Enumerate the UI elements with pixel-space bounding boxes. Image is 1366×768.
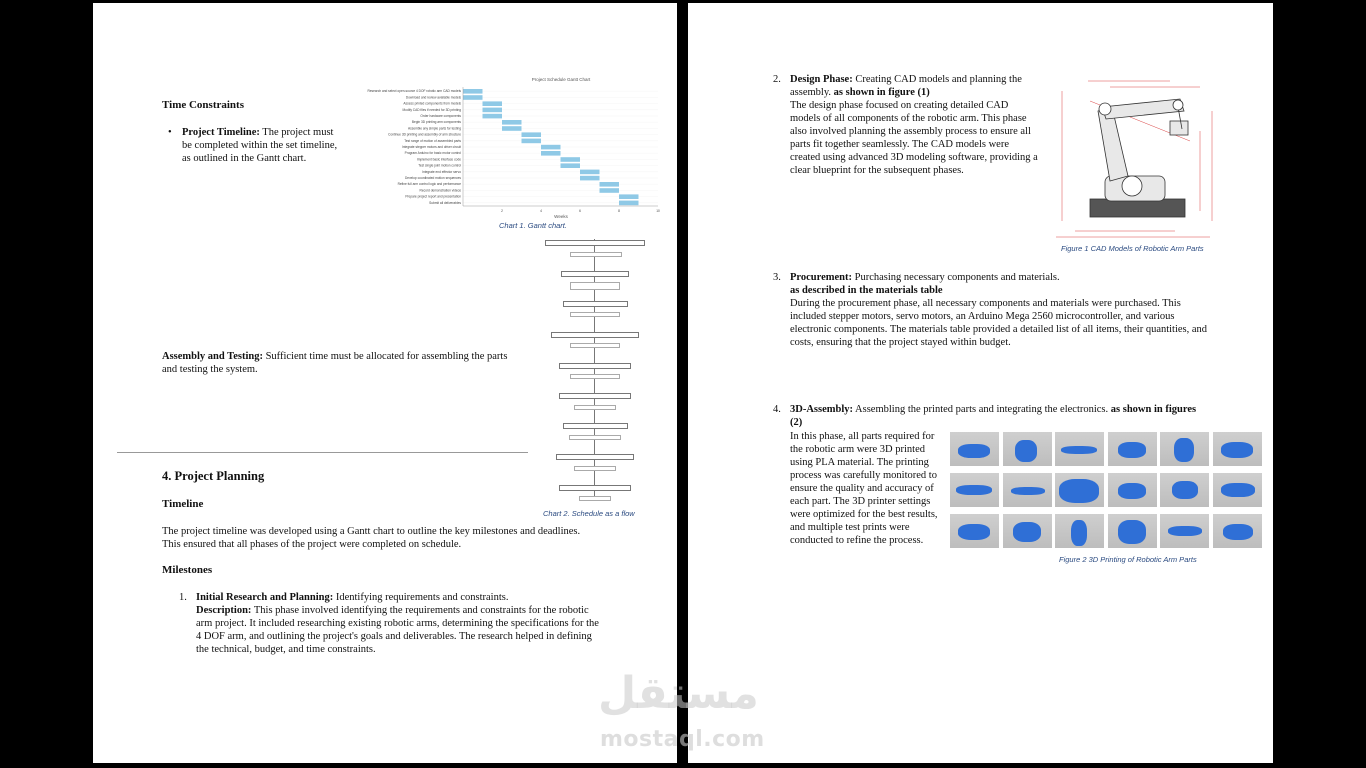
printed-part	[1118, 520, 1146, 544]
print-thumbnail	[1108, 514, 1157, 548]
print-thumbnail	[1108, 473, 1157, 507]
milestone-item-4	[773, 403, 1210, 429]
milestone-item-2	[773, 73, 1040, 177]
printed-part	[1013, 522, 1041, 542]
milestone-text: Assembling the printed parts and integrating the electronics.	[853, 404, 1111, 415]
print-thumbnail	[1055, 473, 1104, 507]
flow-caption: Chart 2. Schedule as a flow	[543, 509, 635, 518]
print-thumbnail	[1108, 432, 1157, 466]
flow-step	[551, 332, 639, 338]
project-timeline-label: Project Timeline:	[182, 127, 260, 138]
bullet-icon: •	[168, 127, 172, 138]
gantt-task-label: Integrate stepper motors and driver circuit	[402, 145, 461, 149]
flow-step	[561, 271, 629, 277]
flow-step	[559, 485, 631, 491]
gantt-tick-label: 10	[656, 209, 660, 213]
milestones-heading: Milestones	[162, 564, 213, 576]
flow-step	[559, 363, 631, 369]
gantt-task-label: Assemble any simple parts for testing	[408, 126, 461, 131]
milestone-label: Design Phase:	[790, 74, 853, 85]
gantt-bar	[561, 157, 581, 162]
gantt-task-label: Program Arduino for basic motor control	[404, 151, 461, 156]
print-thumbnail	[950, 473, 999, 507]
printed-part	[1174, 438, 1194, 462]
schedule-flow-chart	[533, 235, 653, 505]
print-thumbnail	[1160, 514, 1209, 548]
gantt-bar	[522, 132, 542, 137]
gantt-bar	[600, 188, 620, 193]
document-page-left	[93, 3, 677, 763]
milestone-number: 4.	[773, 404, 781, 415]
milestone-text: Creating CAD models and planning the assembly.	[790, 74, 1022, 98]
flow-substep	[570, 374, 620, 379]
flow-step	[556, 454, 634, 460]
materials-reference: as described in the materials table	[790, 285, 943, 296]
gantt-bar	[483, 108, 503, 113]
print-thumbnail	[1003, 473, 1052, 507]
gantt-task-label: Refine full arm control logic and performance	[397, 182, 461, 187]
milestone-label: 3D-Assembly:	[790, 404, 853, 415]
gantt-task-label: Implement basic interface code	[416, 157, 461, 162]
flow-connector	[594, 239, 595, 499]
gantt-task-label: Continue 3D printing and assembly of arm structure	[388, 132, 461, 137]
flow-step	[559, 393, 631, 399]
printed-part	[956, 485, 992, 495]
gantt-bar	[483, 101, 503, 106]
flow-substep	[570, 252, 622, 257]
gantt-bar	[600, 182, 620, 187]
print-thumbnail	[1055, 514, 1104, 548]
gantt-task-label: Begin 3D printing arm components	[411, 120, 461, 125]
print-thumbnail	[1213, 432, 1262, 466]
print-thumbnail	[1003, 514, 1052, 548]
flow-step	[563, 301, 628, 307]
timeline-heading: Timeline	[162, 498, 204, 510]
printed-part	[1223, 524, 1253, 540]
gantt-task-label: Research and select open-source 4 DOF robotic arm CAD models	[367, 89, 461, 94]
document-page-right	[688, 3, 1273, 763]
gantt-bar	[463, 95, 483, 100]
milestone-item-3	[773, 271, 1210, 349]
milestone-label: Procurement:	[790, 272, 853, 283]
gantt-bar	[463, 89, 483, 94]
flow-substep	[570, 343, 620, 348]
figure2-caption: Figure 2 3D Printing of Robotic Arm Parts	[1059, 555, 1197, 564]
milestone-text: Purchasing necessary components and materials.	[852, 272, 1060, 283]
printed-part	[1011, 487, 1045, 495]
printed-part	[1118, 483, 1146, 499]
printed-part	[1061, 446, 1097, 454]
milestone-paragraph: The design phase focused on creating detailed CAD models of all components of the robotic arm. This phase also involved planning the assembly process to ensure all parts fit together seamlessly. The CAD models were created using advanced 3D modeling software, providing a clear blueprint for the subsequent phases.	[790, 100, 1038, 176]
print-thumbnail	[1003, 432, 1052, 466]
section-heading: 4. Project Planning	[162, 469, 265, 483]
gantt-task-label: Integrate end effector servo	[422, 169, 461, 174]
gantt-task-label: Test single joint motion control	[418, 163, 461, 168]
milestone-number: 1.	[179, 592, 187, 603]
milestone-description-label: Description:	[196, 605, 252, 616]
milestone-text: Identifying requirements and constraints.	[333, 592, 509, 603]
printed-part	[1221, 442, 1253, 458]
print-thumbnail	[1160, 432, 1209, 466]
milestone-number: 3.	[773, 272, 781, 283]
cad-figure	[1050, 71, 1230, 243]
gantt-tick-label: 6	[579, 209, 581, 213]
printed-part	[958, 444, 990, 458]
gantt-bar	[561, 163, 581, 168]
gantt-task-label: Test range of motion of assembled parts	[404, 138, 461, 143]
gantt-task-label: Assess printed components from models	[403, 101, 461, 106]
gantt-bar	[502, 126, 522, 131]
assembly-testing-paragraph	[162, 350, 522, 376]
flow-substep	[570, 312, 620, 317]
gantt-task-label: Record demonstration videos	[419, 188, 461, 193]
gantt-task-label: Modify CAD files if needed for 3D printing	[402, 107, 461, 112]
gantt-chart	[348, 71, 658, 221]
assembly-testing-text: Sufficient time must be allocated for assembling the parts and testing the system.	[162, 351, 508, 375]
gantt-bar	[502, 120, 522, 125]
assembly-testing-label: Assembly and Testing:	[162, 351, 263, 362]
watermark-latin: mostaql.com	[600, 727, 765, 752]
printed-part	[1059, 479, 1099, 503]
gantt-caption: Chart 1. Gantt chart.	[499, 221, 567, 230]
gantt-task-label: Download and review available models	[405, 95, 461, 100]
gantt-bar	[483, 114, 503, 119]
gantt-task-label: Develop coordinated motion sequences	[405, 176, 461, 180]
printed-part	[1071, 520, 1087, 546]
gantt-bar	[541, 151, 561, 156]
figure-reference: as shown in figure (1)	[833, 87, 930, 98]
milestone-label: Initial Research and Planning:	[196, 592, 334, 603]
flow-step	[545, 240, 645, 246]
gantt-tick-label: 4	[540, 209, 542, 213]
printed-part	[1221, 483, 1255, 497]
printed-part	[1172, 481, 1198, 499]
printed-part	[958, 524, 990, 540]
print-thumbnail	[950, 432, 999, 466]
gantt-title: Project Schedule Gantt Chart	[531, 77, 591, 82]
printed-part	[1118, 442, 1146, 458]
gantt-bar	[619, 201, 639, 206]
flow-substep	[570, 282, 620, 290]
gantt-bar	[522, 139, 542, 144]
flow-substep	[579, 496, 611, 501]
gantt-tick-label: 8	[618, 209, 620, 213]
milestone-description-text: This phase involved identifying the requirements and constraints for the robotic arm project. It included researching existing robotic arms, determining the specifications for the 4 DOF arm, and outlining the project's goals and deliverables. The research helped in defining the technical, budget, and time constraints.	[196, 605, 599, 655]
print-thumbnail	[1213, 473, 1262, 507]
print-thumbnail	[1055, 432, 1104, 466]
gantt-bar	[580, 170, 600, 175]
flow-substep	[574, 466, 616, 471]
print-thumbnail	[1160, 473, 1209, 507]
gantt-task-label: Submit all deliverables	[429, 200, 461, 205]
gantt-bar	[541, 145, 561, 150]
flow-substep	[574, 405, 616, 410]
gantt-task-label: Prepare project report and presentation	[405, 194, 461, 199]
project-timeline-bullet	[168, 126, 340, 165]
print-thumbnail-grid	[950, 432, 1262, 554]
gantt-tick-label: 2	[501, 209, 503, 213]
figure1-caption: Figure 1 CAD Models of Robotic Arm Parts	[1061, 244, 1204, 253]
gantt-task-label: Order hardware components	[420, 114, 461, 118]
timeline-paragraph: The project timeline was developed using a Gantt chart to outline the key milestones and deadlines. This ensured that all phases of the project were completed on schedule.	[162, 526, 581, 550]
print-thumbnail	[950, 514, 999, 548]
milestone-paragraph: During the procurement phase, all necessary components and materials were purchased. This included stepper motors, servo motors, an Arduino Mega 2560 microcontroller, and various electronic components. The materials table provided a detailed list of all items, their quantities, and costs, ensuring that the project stayed within budget.	[790, 298, 1208, 348]
gantt-bar	[580, 176, 600, 181]
project-timeline-text: The project must be completed within the set timeline, as outlined in the Gantt chart.	[182, 127, 338, 164]
print-thumbnail	[1213, 514, 1262, 548]
gantt-bar	[619, 194, 639, 199]
printed-part	[1168, 526, 1202, 536]
assembly-paragraph: In this phase, all parts required for the robotic arm were 3D printed using PLA material. The printing process was carefully monitored to ensure the quality and accuracy of each part. The 3D printer settings were optimized for the best results, and multiple test prints were conducted to refine the process.	[790, 431, 938, 546]
watermark-arabic: مستقل	[598, 668, 759, 719]
printed-part	[1015, 440, 1037, 462]
milestone-item-1	[179, 591, 606, 656]
figure-reference: as shown in figures (2)	[790, 404, 1197, 428]
time-constraints-heading: Time Constraints	[162, 99, 244, 111]
flow-substep	[569, 435, 621, 440]
milestone-number: 2.	[773, 74, 781, 85]
flow-step	[563, 423, 628, 429]
robot-arm-drawing	[1090, 99, 1188, 217]
gantt-xlabel: Weeks	[554, 214, 568, 219]
section-divider	[117, 452, 528, 453]
